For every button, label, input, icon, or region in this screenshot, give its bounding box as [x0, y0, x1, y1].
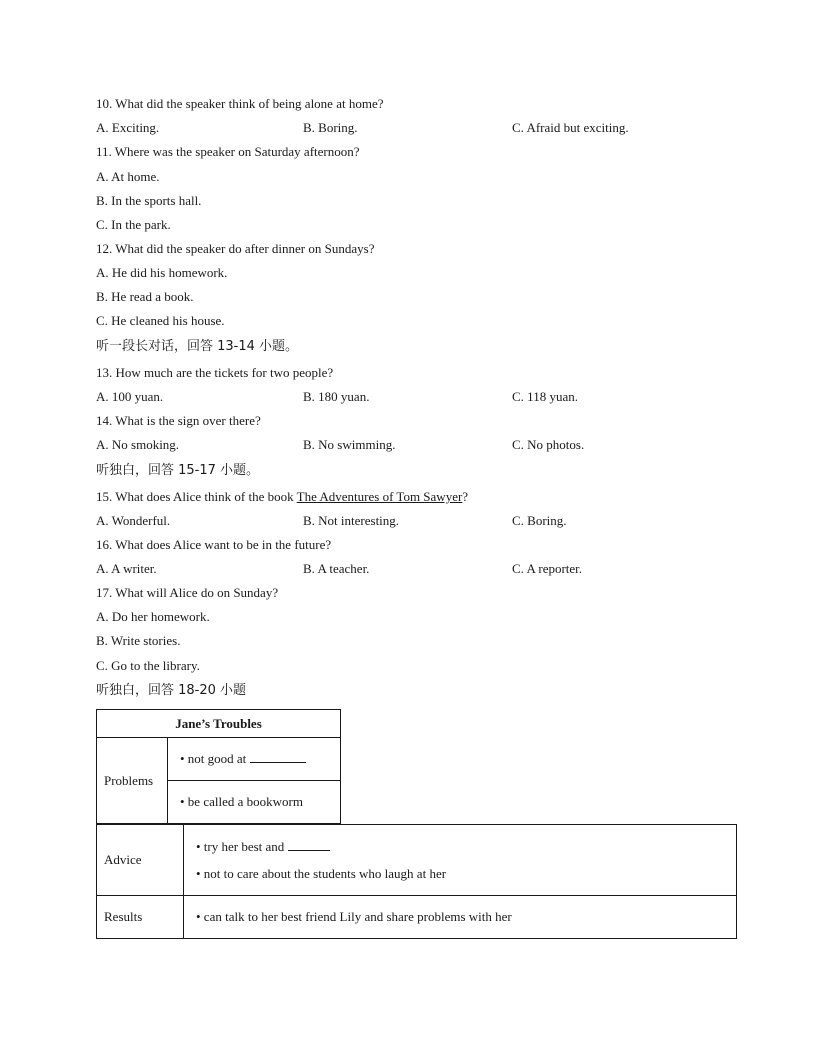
advice-item-1 [196, 833, 736, 860]
question-15-end: ? [462, 489, 469, 504]
option-14-a: A. No smoking. [96, 437, 180, 452]
book-title: The Adventures of Tom Sawyer [296, 489, 463, 504]
advice-label: Advice [97, 825, 184, 896]
option-15-c: C. Boring. [512, 513, 567, 528]
advice-item-2: • not to care about the students who laugh at her [196, 866, 447, 881]
option-13-b: B. 180 yuan. [303, 389, 370, 404]
problem-item-1 [168, 738, 341, 781]
advice-1-text: • try her best and [196, 839, 288, 854]
option-15-b: B. Not interesting. [303, 513, 400, 528]
option-12-b: B. He read a book. [96, 289, 194, 304]
question-13: 13. How much are the tickets for two people? [96, 365, 334, 380]
option-10-b: B. Boring. [303, 120, 358, 135]
option-10-c: C. Afraid but exciting. [512, 120, 629, 135]
question-10: 10. What did the speaker think of being alone at home? [96, 96, 384, 111]
table-title: Jane’s Troubles [97, 710, 341, 738]
option-11-b: B. In the sports hall. [96, 193, 202, 208]
troubles-table-problems [96, 709, 341, 824]
option-16-a: A. A writer. [96, 561, 157, 576]
section-instruction-18-20: 听独白，回答 18-20 小题 [96, 683, 247, 698]
question-11: 11. Where was the speaker on Saturday afternoon? [96, 144, 360, 159]
option-11-a: A. At home. [96, 169, 160, 184]
option-16-c: C. A reporter. [512, 561, 583, 576]
question-12: 12. What did the speaker do after dinner on Sundays? [96, 241, 375, 256]
answer-blank-19 [288, 839, 330, 851]
question-16: 16. What does Alice want to be in the future? [96, 537, 332, 552]
option-16-b: B. A teacher. [303, 561, 370, 576]
option-14-c: C. No photos. [512, 437, 585, 452]
question-15-text: 15. What does Alice think of the book [96, 489, 297, 504]
result-item-1: • can talk to her best friend Lily and share problems with her [184, 896, 737, 939]
answer-blank-18 [250, 751, 306, 763]
advice-items [184, 825, 737, 896]
problems-label: Problems [97, 738, 168, 824]
problem-1-text: • not good at [180, 751, 250, 766]
option-17-c: C. Go to the library. [96, 658, 200, 673]
option-13-a: A. 100 yuan. [96, 389, 164, 404]
results-label: Results [97, 896, 184, 939]
section-instruction-13-14: 听一段长对话，回答 13-14 小题。 [96, 339, 299, 354]
option-12-a: A. He did his homework. [96, 265, 228, 280]
option-12-c: C. He cleaned his house. [96, 313, 225, 328]
option-11-c: C. In the park. [96, 217, 171, 232]
option-17-a: A. Do her homework. [96, 609, 210, 624]
problem-item-2: • be called a bookworm [168, 781, 341, 824]
option-17-b: B. Write stories. [96, 633, 181, 648]
question-14: 14. What is the sign over there? [96, 413, 261, 428]
option-13-c: C. 118 yuan. [512, 389, 578, 404]
option-14-b: B. No swimming. [303, 437, 396, 452]
option-10-a: A. Exciting. [96, 120, 160, 135]
question-17: 17. What will Alice do on Sunday? [96, 585, 279, 600]
troubles-table-advice [96, 824, 737, 939]
question-15 [96, 489, 468, 505]
option-15-a: A. Wonderful. [96, 513, 171, 528]
section-instruction-15-17: 听独白，回答 15-17 小题。 [96, 463, 260, 478]
